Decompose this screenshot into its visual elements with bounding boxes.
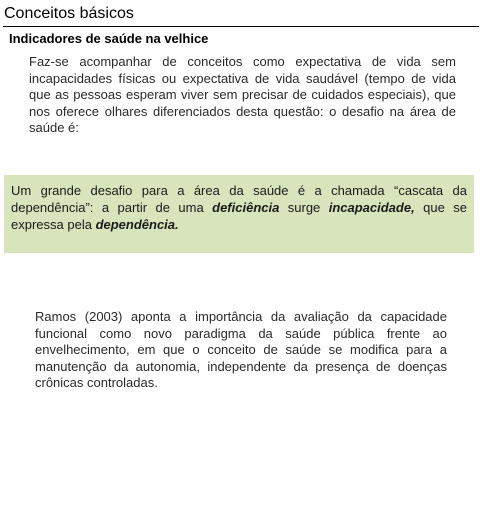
ramos-paragraph: Ramos (2003) aponta a importância da avaliação da capacidade funcional como novo paradigma da saúde pública frente ao envelhecimento, em que o conceito de saúde se modifica para a manutenção da autonomia, independente da presença de doenças crônicas controladas. — [35, 309, 447, 390]
highlight-text-part: que se expressa pela — [11, 200, 467, 232]
term-deficiencia: deficiência — [212, 200, 280, 215]
title-divider — [3, 26, 479, 27]
term-incapacidade: incapacidade, — [328, 200, 415, 215]
highlight-text-part: surge — [279, 200, 329, 215]
section-subtitle: Indicadores de saúde na velhice — [9, 31, 209, 46]
intro-paragraph: Faz-se acompanhar de conceitos como expectativa de vida sem incapacidades físicas ou expectativa de vida saudável (tempo de vida que as pessoas esperam viver sem precisar de cuidados especiais), que nos oferece olhares diferenciados desta questão: o desafio na área de saúde é: — [29, 54, 456, 135]
highlight-text — [11, 182, 467, 233]
highlight-box — [4, 175, 474, 253]
slide-title: Conceitos básicos — [4, 5, 134, 22]
term-dependencia: dependência. — [95, 217, 179, 232]
highlight-text-part: Um grande desafio para a área da saúde é a chamada “cascata da dependência”: a partir de uma — [11, 183, 467, 215]
